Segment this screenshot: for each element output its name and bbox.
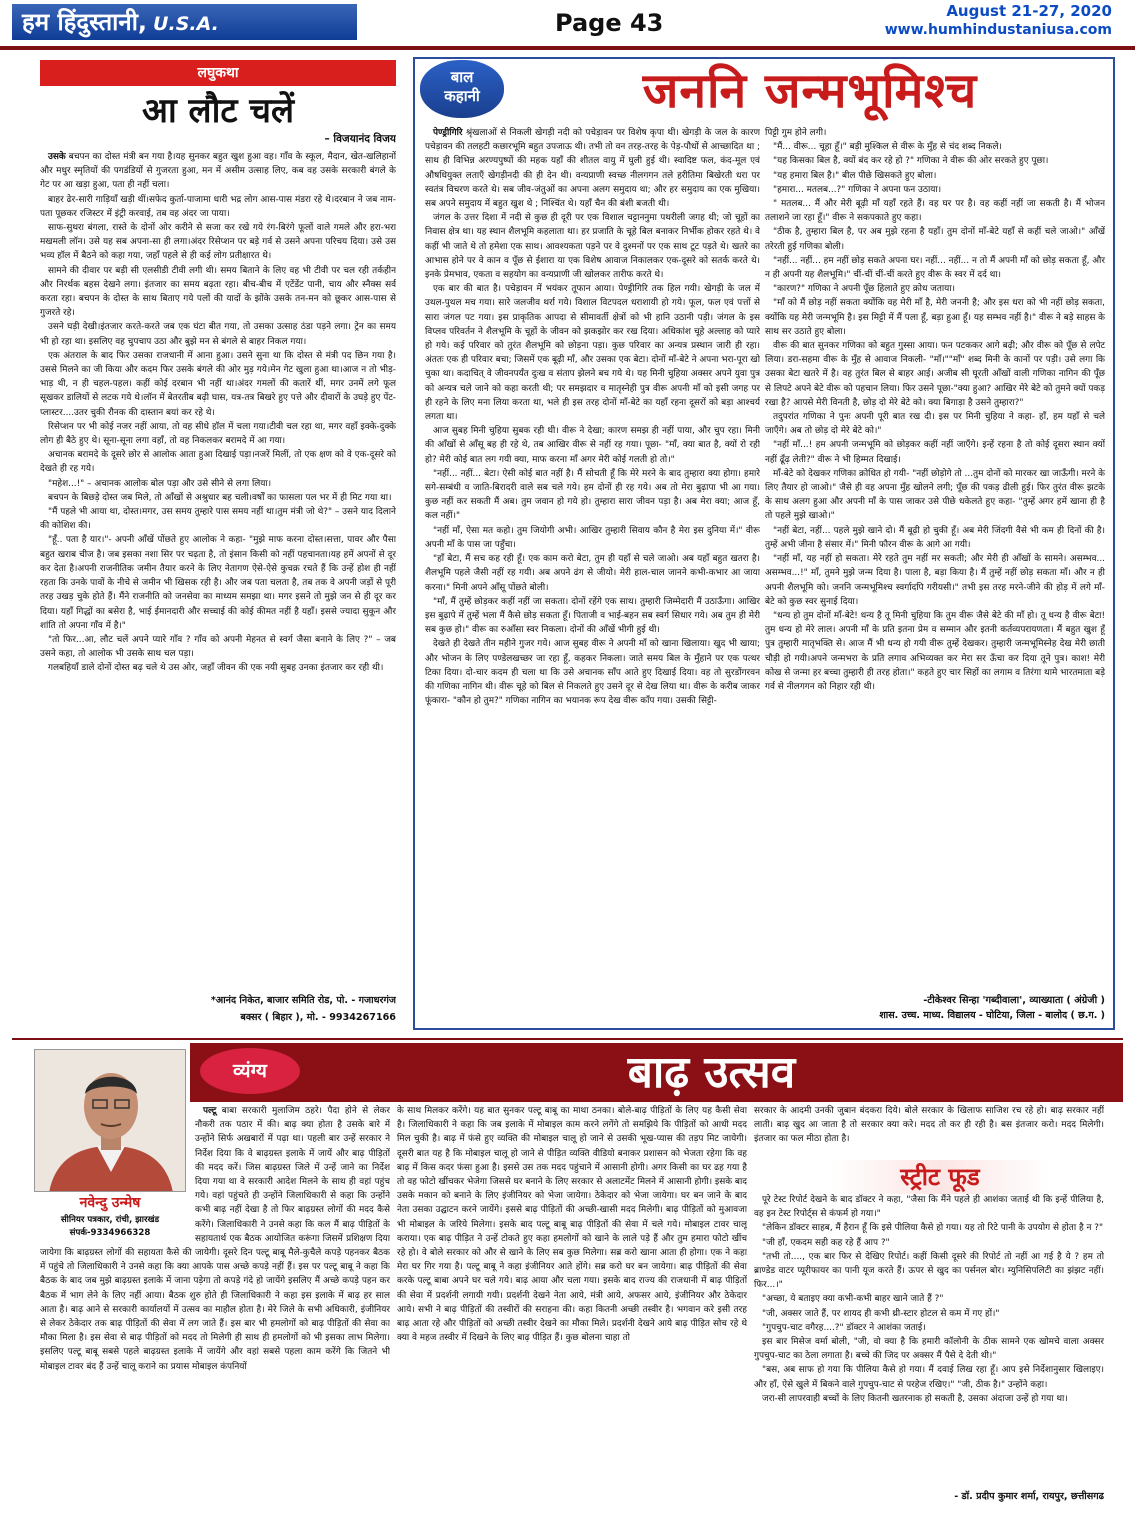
paragraph <box>425 126 760 211</box>
paragraph: "नहीं बेटा, नहीं... पहले मुझे खाने दो। मैं बूढ़ी हो चुकी हूँ। अब मेरी जिंदगी वैसे भी कम ही दिनों की है। तुम्हें अभी जीना है संसार में।" मिनी फौरन वीरू के आगे आ गयी। <box>765 525 1105 550</box>
paragraph: के साथ मिलकर करेंगे। यह बात सुनकर पल्टू बाबू का माथा ठनका। बोले-बाढ़ पीड़ितों के लिए यह कैसी सेवा है। जिलाधिकारी ने कहा कि जब इलाके में मोबाइल काम करने लगेंगे तो समझिये कि पीड़ितों को आधी मदद मिल चुकी है। बाढ़ में फंसे हुए व्यक्ति की मोबाइल चालू हो जाने से उसकी भूख-प्यास की तड़प मिट जायेगी। दूसरी बात यह है कि मोबाइल चालू हो जाने से पीड़ित व्यक्ति वीडियो बनाकर प्रशासन को भेजता रहेगा कि वह बाढ़ में किस कदर फंसा हुआ है। इससे उस तक मदद पहुंचाने में आसानी होगी। अगर किसी का घर ढह गया है तो वह फोटो खींचकर भेजेगा जिससे घर बनाने के लिए सरकार से अलाटमेंट मिलने में आसानी होगी। इसके बाद उसके मकान को बनाने के लिए इंजीनियर को भेजा जायेगा। ठेकेदार को भेजा जायेगा। घर बन जाने के बाद नेता उसका उद्घाटन करने जायेंगे। इससे बाढ़ पीड़ितों की अच्छी-खासी मदद मिलेगी। बाढ़ पीड़ितों को मुआवजा भी मोबाइल के जरिये मिलेगा। इसके बाद पल्टू बाबू बाढ़ पीड़ितों की सेवा में चले गये। मोबाइल टावर चालू कराया। एक बाढ़ पीड़ित ने उन्हें टोकते हुए कहा हमलोगों को खाने के लाले पड़े हैं और तुम हमारा फोटो खींच रहे हो। वे बोले सरकार को और से खाने के लिए सब कुछ मिलेगा। सब्र करो खाना आता ही होगा। एक ने कहा मेरा घर गिर गया है। पल्टू बाबू ने कहा इंजीनियर आते होंगे। सब्र करो घर बन जायेगा। बाढ़ पीड़ितों की सेवा करके पल्टू बाबा अपने घर चले गये। बाढ़ आया और चला गया। इसके बाद राज्य की राजधानी में बाढ़ पीड़ितों की सेवा में प्रदर्शनी लगायी गयी। प्रदर्शनी देखने नेता आये, मंत्री आये, अफसर आये, इंजीनियर और ठेकेदार आये। सभी ने बाढ़ पीड़ितों की तस्वीरों की सराहना की। कहा कितनी अच्छी तस्वीर है। भगवान करे इसी तरह बाढ़ आता रहे और पीड़ितों को अच्छी तस्वीर देखने का मौका मिले। प्रदर्शनी देखने आये बाढ़ पीड़ित सोच रहे थे क्या वे महज तस्वीर में दिखने के लिए बाढ़ पीड़ित हैं। कुछ बोलना चाहा तो <box>397 1106 747 1344</box>
paragraph: पिट्टी गुम होने लगी। <box>765 128 827 138</box>
paragraph: "हूँ.. पता है यार।"- अपनी आँखें पोंछते हुए आलोक ने कहा- "मुझे माफ करना दोस्त।सत्ता, पावर और पैसा बहुत खराब चीज है। जब इसका नशा सिर पर चढ़ता है, तो इंसान किसी को नहीं पहचानता।यह हमें अपनों से दूर कर देता है।अपनी राजनीतिक जमीन तैयार करने के लिए नेतागण ऐसे-ऐसे कुचक्र रचते हैं कि उन्हें होश ही नहीं रहता कि उनके पावों के नीचे से जमीन भी खिसक रही है। और जब पता चलता है, तब तक वे अपनी जड़ों से पूरी तरह उखड़ चुके होते हैं। मैंने राजनीति को जनसेवा का माध्यम समझा था। मगर इसने तो मुझे जन से ही दूर कर दिया। यहाँ गिद्धों का बसेरा है, भाई ईमानदारी और सच्चाई की कोई कीमत नहीं है यहाँ। इससे ज्यादा सुकून और शांति तो अपना गाँव में है।" <box>40 535 396 631</box>
masthead-brand <box>12 4 357 40</box>
paragraph: इस बार मिसेज वर्मा बोली, "जी, वो क्या है कि हमारी कॉलोनी के ठीक सामने एक खोमचे वाला अक्सर गुपचुप-चाट का ठेला लगाता है। बच्चे की जिद पर अक्सर मैं पैसे दे देती थी।" <box>754 1337 1104 1362</box>
story-author-address: *आनंद निकेत, बाजार समिति रोड, पो. - गजाधरगंज <box>210 995 396 1006</box>
paragraph: "माँ को मैं छोड़ नहीं सकता क्योंकि वह मेरी माँ है, मेरी जननी है; और इस धरा को भी नहीं छोड़ सकता, क्योंकि यह मेरी जन्मभूमि है। इस मिट्टी में मैं पला हूँ, बड़ा हुआ हूँ। यह सम्भव नहीं है।" वीरू ने बड़े साहस के साथ सर उठाते हुए बोला। <box>765 298 1105 337</box>
lead-word: उसके <box>48 152 66 162</box>
bal-kahani-title: जननि जन्मभूमिश्च <box>642 63 978 119</box>
vyangya-column-1 <box>40 1104 390 1508</box>
paragraph: "लेकिन डॉक्टर साहब, मैं हैरान हूँ कि इसे पीलिया कैसे हो गया। यह तो रिटे पानी के उपयोग से होता है न ?" <box>762 1223 1104 1234</box>
street-food-author: - डॉ. प्रदीप कुमार शर्मा, रायपुर, छत्तीसगढ <box>954 1491 1104 1502</box>
paragraph: पूरे टेस्ट रिपोर्ट देखने के बाद डॉक्टर ने कहा, "जैसा कि मैंने पहले ही आशंका जताई थी कि इन्हें पीलिया है, वह इन टेस्ट रिपोर्ट्स से कंफर्म हो गया।" <box>754 1195 1104 1220</box>
vyangya-badge: व्यंग्य <box>200 1048 300 1094</box>
paragraph: "कारण?" गणिका ने अपनी पूँछ हिलाते हुए क्रोध जताया। <box>773 284 955 295</box>
vyangya-author-name: नवेन्दु उन्मेष <box>79 1195 141 1211</box>
paragraph-text: श्रृंखलाओं से निकली खेगड़ी नदी को पचेड़ावन पर विशेष कृपा थी। खेगड़ी के जल के कारण पचेड़ावन की तलहटी कछारभूमि बहुत उपजाऊ थी। तभी तो वन तरह-तरह के पेड़-पौधों से आच्छादित था ; साथ ही विभिन्न अरण्यपुष्पों की महक यहाँ की शीतल वायु में घुली हुई थी। स्वादिष्ट फल, कंद-मूल एवं औषधियुक्त लताएँ खेगड़ीनदी की ही देन थी। वन्यप्राणी स्वच्छ नीलगगन तले हरीतिमा बिखेरती धरा पर स्वतंत्र विचरण करते थे। सब जीव-जंतुओं का अपना अलग समुदाय था; और हर समुदाय का एक मुखिया। सब अपने समुदाय में बहुत खुश थे ; निश्चिंत थे। यहाँ चैन की बंशी बजती थी। <box>425 128 760 210</box>
paragraph: "अच्छा, ये बताइए क्या कभी-कभी बाहर खाने जाते हैं ?" <box>762 1294 944 1305</box>
paragraph: "हमारा... मतलब...?" गणिका ने अपना फन उठाया। <box>773 184 942 195</box>
issue-date: August 21-27, 2020 <box>946 2 1112 20</box>
brand-name: हम हिंदुस्तानी, <box>22 8 148 36</box>
paragraph-text: बाबा सरकारी मुलाजिम ठहरे। पैदा होने से लेकर नौकरी तक पठार में की। बाढ़ क्या होता है उसके बारे में उन्होंने सिर्फ अखबारों में पढ़ा था। पहली बार उन्हें सरकार ने निर्देश दिया कि वे बाढ़ग्रस्त इलाके में जायें और बाढ़ पीड़ितों की मदद करें। जिस बाढ़ग्रस्त जिले में उन्हें जाने का निर्देश दिया गया था वे सरकारी आदेश मिलने के साथ ही वहां पहुंच गये। वहां पहुंचते ही उन्होंने जिलाधिकारी से कहा कि उन्होंने कभी बाढ़ नहीं देखा है तो फिर बाढ़ग्रस्त लोगों की मदद कैसे करेंगे। जिलाधिकारी ने उनसे कहा कि कल मैं बाढ़ पीड़ितों के सहायतार्थ एक बैठक आयोजित करूंगा जिसमें प्रशिक्षण दिया जायेगा कि बाढ़ग्रस्त लोगों की सहायता कैसे की जायेगी। दूसरे दिन पल्टू बाबू मैले-कुचैले कपड़े पहनकर बैठक में पहुंचे तो जिलाधिकारी ने उनसे कहा कि क्या आपके पास अच्छे कपड़े नहीं हैं। इस पर पल्टू बाबू ने कहा कि बैठक के बाद जब मुझे बाढ़ग्रस्त इलाके में जाना पड़ेगा तो कपड़े गंदे हो जायेंगे इसलिए मैं अच्छे कपड़े पहन कर बैठक में भाग लेने के लिए नहीं आया। बैठक शुरु होते ही जिलाधिकारी ने कहा इस इलाके में बाढ़ हर साल आता है। बाढ़ आने से सरकारी कार्यालयों में उत्सव का माहौल होता है। मेरे जिले के सभी अधिकारी, इंजीनियर से लेकर ठेकेदार तक बाढ़ पीड़ितों की सेवा में लग जाते हैं। इस बार भी हमलोगों को बाढ़ पीड़ितों की सेवा का मौका मिला है। इस सेवा से बाढ़ पीड़ितों को मदद तो मिलेगी ही साथ ही हमलोगों को भी इसका लाभ मिलेगा। इसलिए पल्टू बाबू सबसे पहले बाढ़ग्रस्त इलाके में जायेंगे और वहां सबसे पहला काम करेंगे कि जितने भी मोबाइल टावर बंद हैं उन्हें चालू कराने का प्रयास मोबाइल कंपनियों <box>40 1106 390 1372</box>
paragraph: "हाँ बेटा, मैं सच कह रही हूँ। एक काम करो बेटा, तुम ही यहाँ से चले जाओ। अब यहाँ बहुत खतरा है। शैलभूमि पहले जैसी नहीं रह गयी। अब अपने ढंग से जीयो। मेरी हाल-चाल जानने कभी-कभार आ जाया करना।" मिनी अपने आँसू पोंछते बोली। <box>425 554 760 593</box>
paragraph: अचानक बरामदे के दूसरे छोर से आलोक आता हुआ दिखाई पड़ा।नजरें मिलीं, तो एक क्षण को वे एक-दूसरे को देखते ही रह गये। <box>40 450 396 475</box>
website-link[interactable]: www.humhindustaniusa.com <box>884 22 1112 38</box>
paragraph: आज सुबह मिनी चुहिया सुबक रही थी। वीरू ने देखा; कारण समझ ही नहीं पाया, और चुप रहा। मिनी की आँखों से आँसू बह ही रहे थे, तब आखिर वीरू से नहीं रह गया। पूछा- "माँ, क्या बात है, क्यों रो रही हो? मेरी कोई बात लग गयी क्या, माफ करना माँ अगर मेरी कोई गलती हो तो।" <box>425 426 760 465</box>
story-body <box>40 150 396 1015</box>
street-food-body <box>754 1193 1104 1493</box>
paragraph: "जी हाँ, एकदम सही कह रहे हैं आप ?" <box>762 1237 890 1248</box>
paragraph: " मतलब... मैं और मेरी बूढ़ी माँ यहाँ रहते हैं। वह घर पर है। वह कहीं नहीं जा सकती है। मैं भोजन तलाशने जा रहा हूँ।" वीरू ने सकपकाते हुए कहा। <box>765 199 1105 224</box>
bal-kahani-column-2 <box>765 126 1105 996</box>
paragraph: माँ-बेटे को देखकर गणिका क्रोधित हो गयी- "नहीं छोड़ोगे तो ...तुम दोनों को मारकर खा जाऊँगी। मरने के लिए तैयार हो जाओ।" जैसे ही वह अपना मुँह खोलने लगी; पूँछ की पकड़ ढीली हुई। फिर तुरंत वीरू झटके के साथ अलग हुआ और अपनी माँ के पास जाकर उसे पीछे धकेलते हुए कहा- "तुम्हें अगर हमें खाना ही है तो पहले मुझे खाओ।" <box>765 468 1105 522</box>
vyangya-column-2 <box>397 1104 747 1508</box>
vyangya-author-contact: संपर्क-9334966328 <box>69 1228 151 1238</box>
paragraph: "मैं... वीरू... चूहा हूँ।" बड़ी मुश्किल से वीरू के मुँह से चंद शब्द निकले। <box>773 142 1002 153</box>
paragraph: सरकार के आदमी उनकी जुबान बंदकरा दिये। बोले सरकार के खिलाफ साजिश रच रहे हो। बाढ़ सरकार नहीं लाती। बाढ़ खुद आ जाता है तो सरकार क्या करे। मदद तो कर ही रही है। बस इंतजार करो। मदद मिलेगी। इंतजार का फल मीठा होता है। <box>754 1106 1104 1145</box>
paragraph: जंगल के उत्तर दिशा में नदी से कुछ ही दूरी पर एक विशाल चट्टाननुमा पथरीली जगह थी; जो चूहों का निवास क्षेत्र था। यह स्थान शैलभूमि कहलाता था। हर प्रजाति के चूहे बिल बनाकर निर्भीक होकर रहते थे। वे कहीं भी जाते थे तो हमेशा एक साथ। आवश्यकता पड़ने पर वे दुश्मनों पर एक साथ टूट पड़ते थे। खतरे का आभास होने पर वे कान व पूँछ से ईशारा या एक विशेष आवाज निकालकर एक-दूसरे को सतर्क करते थे। इनके प्रेमभाव, एकता व सहयोग का वन्यप्राणी जी खोलकर तारीफ करते थे। <box>425 213 760 281</box>
paragraph: "यह किसका बिल है, क्यों बंद कर रहे हो ?" गणिका ने वीरू की ओर सरकते हुए पूछा। <box>773 156 1049 167</box>
lead-word: पेण्ड्रीगिरि <box>433 128 463 138</box>
brand-region: U.S.A. <box>153 13 219 35</box>
paragraph: "जी, अक्सर जाते हैं, पर शायद ही कभी थ्री-स्टार होटल से कम में गए हों।" <box>762 1308 1000 1319</box>
paragraph: "माँ, मैं तुम्हें छोड़कर कहीं नहीं जा सकता। दोनों रहेंगे एक साथ। तुम्हारी जिम्मेदारी मैं उठाऊँगा। आखिर इस बुढ़ापे में तुम्हें भला मैं कैसे छोड़ सकता हूँ। पिताजी व भाई-बहन सब स्वर्ग सिधार गये। अब तुम ही मेरी सब कुछ हो।" वीरू का रुआँसा स्वर निकला। दोनों की आँखें भीगी हुई थी। <box>425 596 760 636</box>
paragraph: "तभी तो...., एक बार फिर से देखिए रिपोर्ट। कहीं किसी दूसरे की रिपोर्ट तो नहीं आ गई है ये ? हम तो ब्राण्डेड वाटर प्यूरीफायर का पानी यूज करते हैं। ऊपर से खुद का पर्सनल बोर। म्युनिसिपलिटी का झंझट नहीं। फिर...।" <box>754 1251 1104 1291</box>
street-food-title: स्ट्रीट फूड <box>830 1160 1050 1194</box>
header-divider <box>0 46 1135 50</box>
story-author-contact: बक्सर ( बिहार ), मो. - 9934267166 <box>240 1012 396 1023</box>
paragraph: "नहीं... नहीं... हम नहीं छोड़ सकते अपना घर। नहीं... नहीं... न तो मैं अपनी माँ को छोड़ सकता हूँ, और न ही अपनी यह शैलभूमि।" चीं-चीं चीं-चीं करते हुए वीरू के स्वर में दर्द था। <box>765 255 1105 281</box>
paragraph: बचपन के बिछड़े दोस्त जब मिले, तो आँखों से अश्रुधार बह चली।वर्षों का फासला पल भर में ही मिट गया था। <box>48 492 392 503</box>
paragraph: देखते ही देखते तीन महीने गुजर गये। आज सुबह वीरू ने अपनी माँ को खाना खिलाया। खुद भी खाया; और भोजन के लिए पण्डेलखच्छर जा रहा हूँ, कहकर निकला। जाते समय बिल के मुँहाने पर एक पत्थर टिका दिया। दो-चार कदम ही चला था कि उसे अचानक साँप आते हुए दिखाई दिया। वह तो सुरडोंगरवन की गणिका नागिन थी। वीरू चूहे को बिल से निकलते हुए उसने दूर से देख लिया था। वीरू के करीब जाकर फूंकारा- "कौन हो तुम?" गणिका नागिन का भयानक रूप देख वीरू काँप गया। उसकी सिट्टी- <box>425 639 760 707</box>
story-title: आ लौट चलें <box>141 91 295 131</box>
paragraph: "ठीक है, तुम्हारा बिल है, पर अब मुझे रहना है यहाँ। तुम दोनों माँ-बेटे यहाँ से कहीं चले जाओ।" आँखें तरेरती हुई गणिका बोली। <box>765 227 1105 252</box>
paragraph: "महेश...!" – अचानक आलोक बोल पड़ा और उसे सीने से लगा लिया। <box>48 478 272 489</box>
paragraph: रिसेप्शन पर भी कोई नजर नहीं आया, तो वह सीधे हॉल में चला गया।टीवी चल रहा था, मगर वहाँ इक्के-दुक्के लोग ही बैठे हुए थे। सूना-सूना लगा वहाँ, तो वह निकलकर बरामदे में आ गया। <box>40 421 396 447</box>
paragraph: "तो फिर...आ, लौट चलें अपने प्यारे गाँव ? गाँव को अपनी मेहनत से स्वर्ग जैसा बनाने के लिए ?" – जब उसने कहा, तो आलोक भी उसके साथ चल पड़ा। <box>40 634 396 660</box>
bal-kahani-author-school: शास. उच्च. माध्य. विद्यालय - घोटिया, जिला - बालोद ( छ.ग. ) <box>879 1010 1105 1021</box>
paragraph: "धन्य हो तुम दोनों माँ-बेटे! धन्य है तू मिनी चुहिया कि तुम वीरू जैसे बेटे की माँ हो। तू धन्य है वीरू बेटा! तुम धन्य हो मेरे लाल। अपनी माँ के प्रति इतना प्रेम व सम्मान और इतनी कर्तव्यपरायणता। मैं बहुत खुश हूँ पुत्र तुम्हारी मातृभक्ति से। आज मैं भी धन्य हो गयी वीरू तुम्हें देखकर। तुम्हारी जन्मभूमिस्नेह देख मेरी छाती चौड़ी हो गयी।अपने जन्मभरा के प्रति लगाव अभिव्यक्त कर मेरा सर ऊँचा कर दिया तूने पुत्र। काश! मेरी कोख से जन्मा हर बच्चा तुम्हारी ही तरह होता।" कहते हुए चार सिहों का लगाम व तिरंगा थामे भारतमाता बड़े गर्व से नीलगगन को निहार रही थी। <box>765 610 1105 692</box>
page-number: Page 43 <box>555 9 664 37</box>
vyangya-title: बाढ़ उत्सव <box>627 1047 796 1098</box>
bal-kahani-badge <box>420 60 504 118</box>
paragraph: एक बार की बात है। पचेड़ावन में भयंकर तूफान आया। पेण्ड्रीगिरि तक हिल गयी। खेगड़ी के जल में उथल-पुथल मच गया। सारे जलजीव थर्रा गये। विशाल विटपदल धराशायी हो गये। फूल, फल एवं पत्तों से सारा जंगल पट गया। इस प्राकृतिक आपदा से सीमावर्ती क्षेत्रों को भी हानि उठानी पड़ी। जंगल के इस विप्लव परिवर्तन ने शैलभूमि के चूहों के जीवन को झकझोर कर रख दिया। अधिकांश चूहे अल्लाह को प्यारे हो गये। कई परिवार को तुरंत शैलभूमि को छोड़ना पड़ा। कुछ परिवार का अन्यत्र प्रस्थान जारी ही रहा। अंततः एक ही परिवार बचा; जिसमें एक बूढ़ी माँ, और उसका एक बेटा। दोनों माँ-बेटे ने अपना भरा-पूरा खो चुका था। कदाचित् वे जीवनपर्यंत दुःख व संताप झेलने बच गये थे। यह मिनी चुहिया अक्सर अपने युवा पुत्र को अन्यत्र चले जाने को कहा करती थी; पर समझदार व मातृस्नेही पुत्र वीरू अपनी माँ को इसी जगह पर ही रहने के लिए मना लिया करता था, भले ही इस तरह दोनों माँ-बेटे का यहाँ रहना दूसरों को बड़ा आश्चर्य लगता था। <box>425 284 760 423</box>
paragraph: "यह हमारा बिल है।" बील पीछे खिसकते हुए बोला। <box>773 170 937 181</box>
paragraph: एक अंतराल के बाद फिर उसका राजधानी में आना हुआ। उसने सुना था कि दोस्त से मंत्री पद छिन गया है। उससे मिलने का जी किया और कदम फिर उसके बंगले की ओर मुड़ गये।मेन गेट खुला हुआ था।आज न तो भीड़-भाड़ थी, न ही चहल-पहल। कहीं कोई दरबान भी नहीं था।अंदर गमलों की कतारें थीं, मगर उनमें लगे फूल सूखकर डालियों से लटक गये थे।लॉन में बेतरतीब बढ़ी घास, यत्र-तत्र बिखरे हुए पत्ते और दीवारों के उघड़े हुए पेंट-प्लास्टर....उतर चुकी रौनक की दास्तान बयां कर रहे थे। <box>40 350 396 418</box>
paragraph: बाहर ढेर-सारी गाड़ियाँ खड़ी थीं।सफेद कुर्ता-पाजामा धारी भद्र लोग आस-पास मंडरा रहे थे।दरबान ने जब नाम-पता पूछकर रजिस्टर में इंट्री करवाई, तब वह अंदर जा पाया। <box>40 194 396 219</box>
paragraph: "गुपचुप-चाट वगैरह....?" डॉक्टर ने आशंका जताई। <box>762 1322 926 1333</box>
bal-kahani-author: -टीकेश्वर सिन्हा 'गब्दीवाला', व्याख्याता ( अंग्रेजी ) <box>923 995 1105 1006</box>
badge-line-1: बाल <box>450 68 474 86</box>
paragraph: वीरू की बात सुनकर गणिका को बहुत गुस्सा आया। फन पटककर आगे बढ़ी; और वीरू को पूँछ से लपेट लिया। डरा-सहमा वीरू के मुँह से आवाज निकली- "माँ।""माँ" शब्द मिनी के कानों पर पड़ी। उसे लगा कि उसका बेटा खतरे में है। वह तुरंत बिल से बाहर आई। अजीब सी घूरती आँखों वाली गणिका नागिन की पूँछ से लिपटे अपने बेटे वीरू को पहचान लिया। फिर उसने पूछा-"क्या हुआ? आखिर मेरे बेटे को तुमने क्यों पकड़ रखा है? आपसे मेरी विनती है, छोड़ दो मेरे बेटे को। क्या बिगाड़ा है उसने तुम्हारा?" <box>765 341 1105 408</box>
paragraph-text: बचपन का दोस्त मंत्री बन गया है।यह सुनकर बहुत खुश हुआ वह। गाँव के स्कूल, मैदान, खेत-खलिहानों और मधुर स्मृतियों की पगडंडियों से गुजरता हुआ, मन में असीम उत्साह लिए, कब वह उसके सरकारी बंगले के गेट पर आ खड़ा हुआ, पता ही नहीं चला। <box>40 152 396 191</box>
paragraph: जरा-सी लापरवाही बच्चों के लिए कितनी खतरनाक हो सकती है, उसका अंदाजा उन्हें हो गया था। <box>762 1393 1068 1404</box>
paragraph: उसने घड़ी देखी।इंतजार करते-करते जब एक घंटा बीत गया, तो उसका उत्साह ठंडा पड़ने लगा। ट्रेन का समय भी हो रहा था। इसलिए वह चुपचाप उठा और बुझे मन से बंगले से बाहर निकल गया। <box>40 322 396 347</box>
paragraph: गलबहियाँ डाले दोनों दोस्त बढ़ चले थे उस ओर, जहाँ जीवन की एक नयी सुबह उनका इंतजार कर रही थी। <box>48 663 384 674</box>
paragraph <box>40 150 396 193</box>
bal-kahani-column-1 <box>425 126 760 1024</box>
paragraph: "बस, अब साफ हो गया कि पीलिया कैसे हो गया। मैं दवाई लिख रहा हूँ। आप इसे निर्देशानुसार खिलाइए। और हाँ, ऐसे खुले में बिकने वाले गुपचुप-चाट से परहेज रखिए।" "जी, ठीक है।" उन्होंने कहा। <box>754 1365 1104 1390</box>
paragraph: साफ-सुथरा बंगला, रास्ते के दोनों ओर करीने से सजा कर रखे गये रंग-बिरंगे फूलों वाले गमले और हरा-भरा मखमली लॉन। उसे यह सब अपना-सा ही लगा।अंदर रिसेप्शन पर बड़े गर्व से उसने अपना परिचय दिया। उसे उस भव्य हॉल में बैठने को कहा गया, जहाँ पहले से ही कई लोग प्रतीक्षारत थे। <box>40 223 396 262</box>
section-divider <box>12 1038 1123 1040</box>
paragraph: "नहीं माँ, ऐसा मत कहो। तुम जियोगी अभी। आखिर तुम्हारी सिवाय कौन है मेरा इस दुनिया में।" वीरू अपनी माँ के पास जा पहुँचा। <box>425 525 760 550</box>
story-category-band: लघुकथा <box>40 60 396 86</box>
photo-float-spacer <box>40 1104 195 1243</box>
story-author: – विजयानंद विजय <box>324 133 396 145</box>
paragraph: "नहीं माँ...! हम अपनी जन्मभूमि को छोड़कर कहीं नहीं जाएँगे। इन्हें रहना है तो कोई दूसरा स्थान क्यों नहीं ढूँढ़ लेती?" वीरू ने भी हिम्मत दिखाई। <box>765 440 1105 465</box>
paragraph: "नहीं... नहीं... बेटा। ऐसी कोई बात नहीं है। मैं सोचती हूँ कि मेरे मरने के बाद तुम्हारा क्या होगा। हमारे सगे-सम्बंधी व जाति-बिरादरी वाले सब चले गये। हम दोनों ही रह गये। अब तो मेरा बुढ़ापा भी आ गया। कुछ नहीं कर सकती मैं अब। तुम जवान हो गये हो। तुम्हारा सारा जीवन पड़ा है। अब मेरा क्या; आज हूँ, कल नहीं।" <box>425 468 760 522</box>
paragraph: तदुपरांत गणिका ने पुनः अपनी पूरी बात रख दी। इस पर मिनी चुहिया ने कहा- हाँ, हम यहाँ से चले जाएँगे। अब तो छोड़ दो मेरे बेटे को।" <box>765 412 1105 437</box>
vyangya-author-role: सीनियर पत्रकार, रांची, झारखंड <box>60 1215 160 1225</box>
paragraph: "नहीं माँ, यह नहीं हो सकता। मेरे रहते तुम नहीं मर सकती; और मेरी ही आँखों के सामने। असम्भव... असम्भव...!" माँ, तुमने मुझे जन्म दिया है। पाला है, बड़ा किया है। मैं तुम्हें नहीं छोड़ सकता माँ। और न ही अपनी शैलभूमि को। जननि जन्मभूमिश्च स्वर्गादपि गरीयसी।" तभी इस तरह मरने-जीने की होड़ में लगे माँ-बेटे को कुछ स्वर सुनाई दिया। <box>765 554 1105 607</box>
paragraph: सामने की दीवार पर बड़ी सी एलसीडी टीवी लगी थी। समय बिताने के लिए वह भी टीवी पर चल रही तर्कहीन और निरर्थक बहस देखने लगा। इंतजार का समय बढ़ता रहा। बीच-बीच में एटेंडेंट पानी, चाय और स्नैक्स सर्व करता रहा। बचपन के दोस्त के साथ बिताए गये पलों की यादों के झोंके उसके तन-मन को छूकर आस-पास से गुजरते रहे। <box>40 265 396 319</box>
badge-line-2: कहानी <box>444 87 480 105</box>
paragraph: "मैं पहले भी आया था, दोस्त।मगर, उस समय तुम्हारे पास समय नहीं था।तुम मंत्री जो थे?" – उसने याद दिलाने की कोशिश की। <box>40 507 396 532</box>
lead-word: पल्टू <box>203 1106 217 1116</box>
